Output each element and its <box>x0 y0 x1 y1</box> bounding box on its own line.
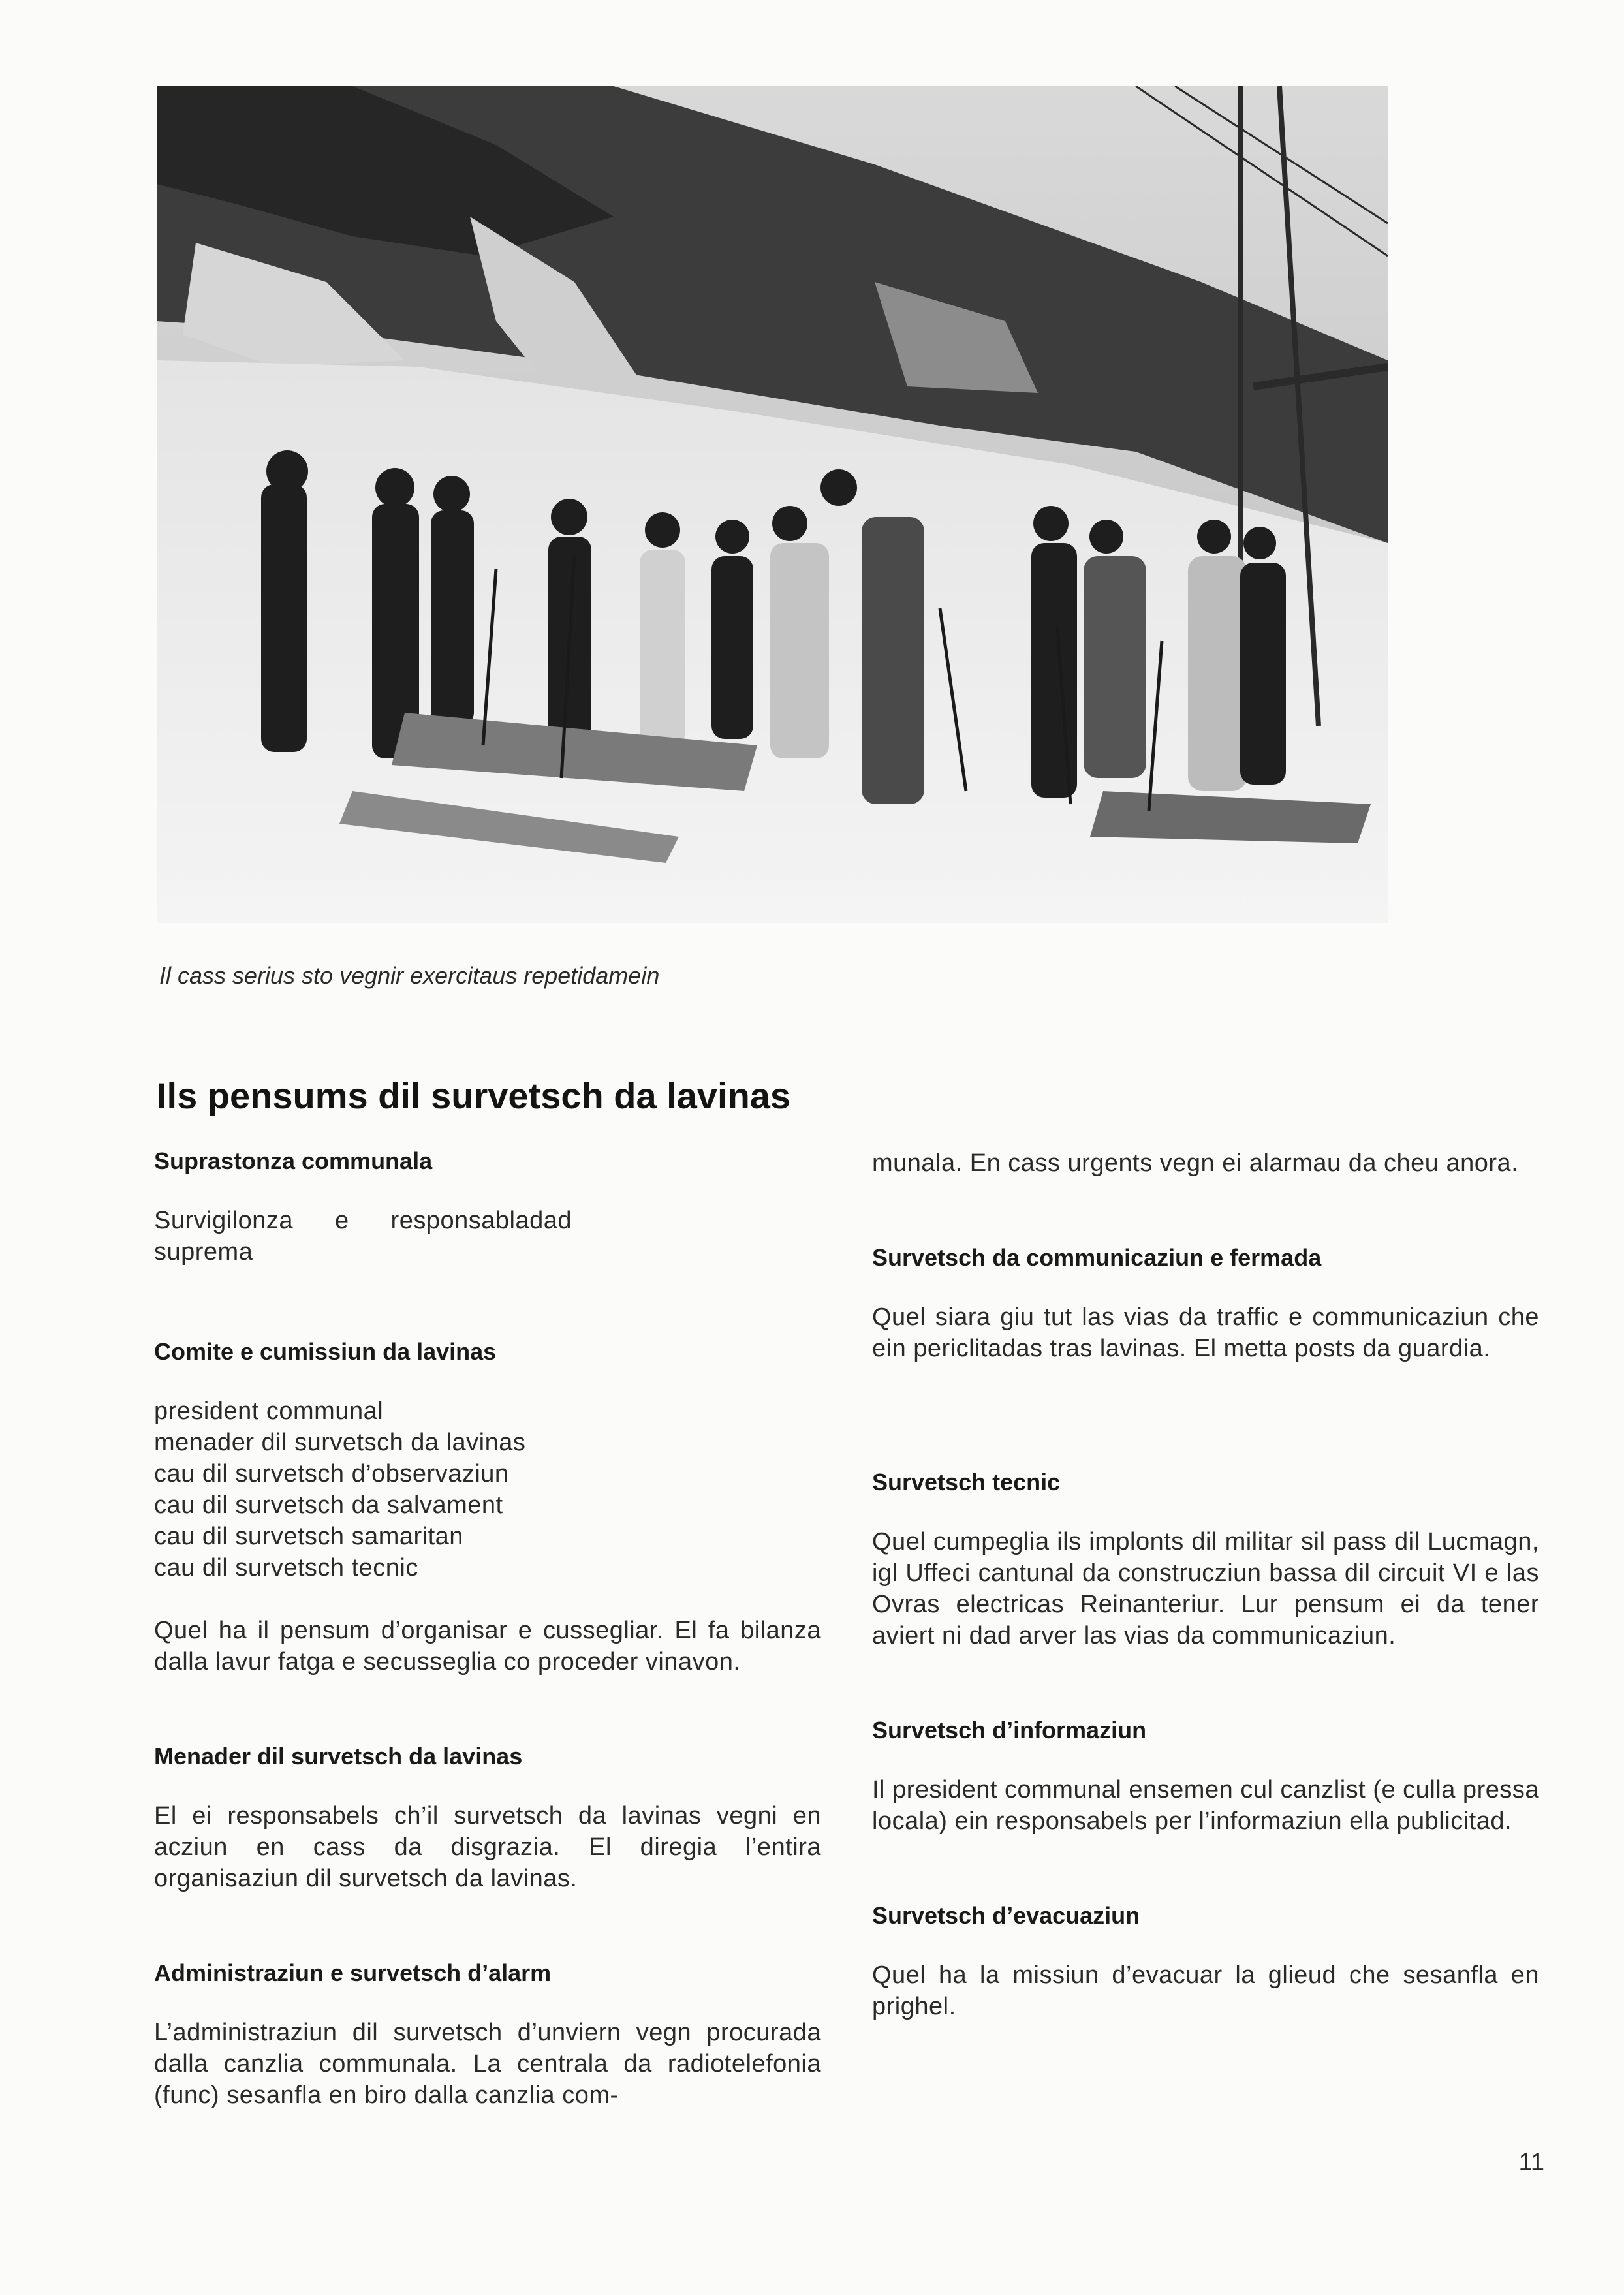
section-heading: Survetsch da communicaziun e fermada <box>872 1244 1322 1271</box>
section-paragraph: Quel siara giu tut las vias da traffic e communicaziun che ein periclitadas tras lavinas. El metta posts da guardia. <box>872 1304 1539 1362</box>
right-column <box>872 1148 1539 2022</box>
section-heading: Administraziun e survetsch d’alarm <box>154 1959 552 1986</box>
member-list <box>154 1396 821 1584</box>
list-item: cau dil survetsch tecnic <box>154 1554 418 1582</box>
continued-paragraph: munala. En cass urgents vegn ei alarmau da cheu anora. <box>872 1149 1519 1177</box>
list-item: cau dil survetsch d’observaziun <box>154 1460 509 1488</box>
section-paragraph: Survigilonza e responsabladad suprema <box>154 1207 572 1266</box>
section-paragraph: L’administraziun dil survetsch d’unviern vegn procurada dalla canzlia communala. La centrala da radiotelefonia (func) sesanfla en biro dalla canzlia com- <box>154 2019 821 2109</box>
section-paragraph: Quel ha la missiun d’evacuar la glieud che sesanfla en prighel. <box>872 1961 1539 2020</box>
section-heading: Comite e cumissiun da lavinas <box>154 1338 497 1365</box>
list-item: president communal <box>154 1397 384 1425</box>
page-title: Ils pensums dil survetsch da lavinas <box>157 1075 791 1116</box>
list-item: cau dil survetsch samaritan <box>154 1523 463 1550</box>
section-paragraph: Il president communal ensemen cul canzlist (e culla pressa locala) ein responsabels per l’informaziun ella publicitad. <box>872 1776 1539 1835</box>
left-column <box>154 1148 821 2111</box>
list-item: menader dil survetsch da lavinas <box>154 1429 526 1456</box>
exercise-photo <box>157 86 1388 923</box>
page-number: 11 <box>1518 2149 1544 2176</box>
figure-caption: Il cass serius sto vegnir exercitaus repetidamein <box>159 962 660 989</box>
section-paragraph: Quel cumpeglia ils implonts dil militar sil pass dil Lucmagn, igl Uffeci cantunal da construcziun bassa dil circuit VI e las Ovras electricas Reinanteriur. Lur pensum ei da tener aviert ni dad arver las vias da communicaziun. <box>872 1528 1539 1649</box>
section-paragraph: El ei responsabels ch’il survetsch da lavinas vegni en acziun en cass da disgrazia. El diregia l’entira organisaziun dil survetsch da lavinas. <box>154 1802 821 1892</box>
section-heading: Menader dil survetsch da lavinas <box>154 1743 523 1770</box>
section-paragraph: Quel ha il pensum d’organisar e cussegliar. El fa bilanza dalla lavur fatga e secusseglia co proceder vinavon. <box>154 1617 821 1676</box>
section-heading: Survetsch d’evacuaziun <box>872 1902 1140 1929</box>
section-heading: Survetsch tecnic <box>872 1469 1061 1495</box>
photo-illustration <box>157 86 1388 923</box>
section-heading: Suprastonza communala <box>154 1148 433 1174</box>
section-heading: Survetsch d’informaziun <box>872 1717 1147 1743</box>
list-item: cau dil survetsch da salvament <box>154 1491 503 1519</box>
